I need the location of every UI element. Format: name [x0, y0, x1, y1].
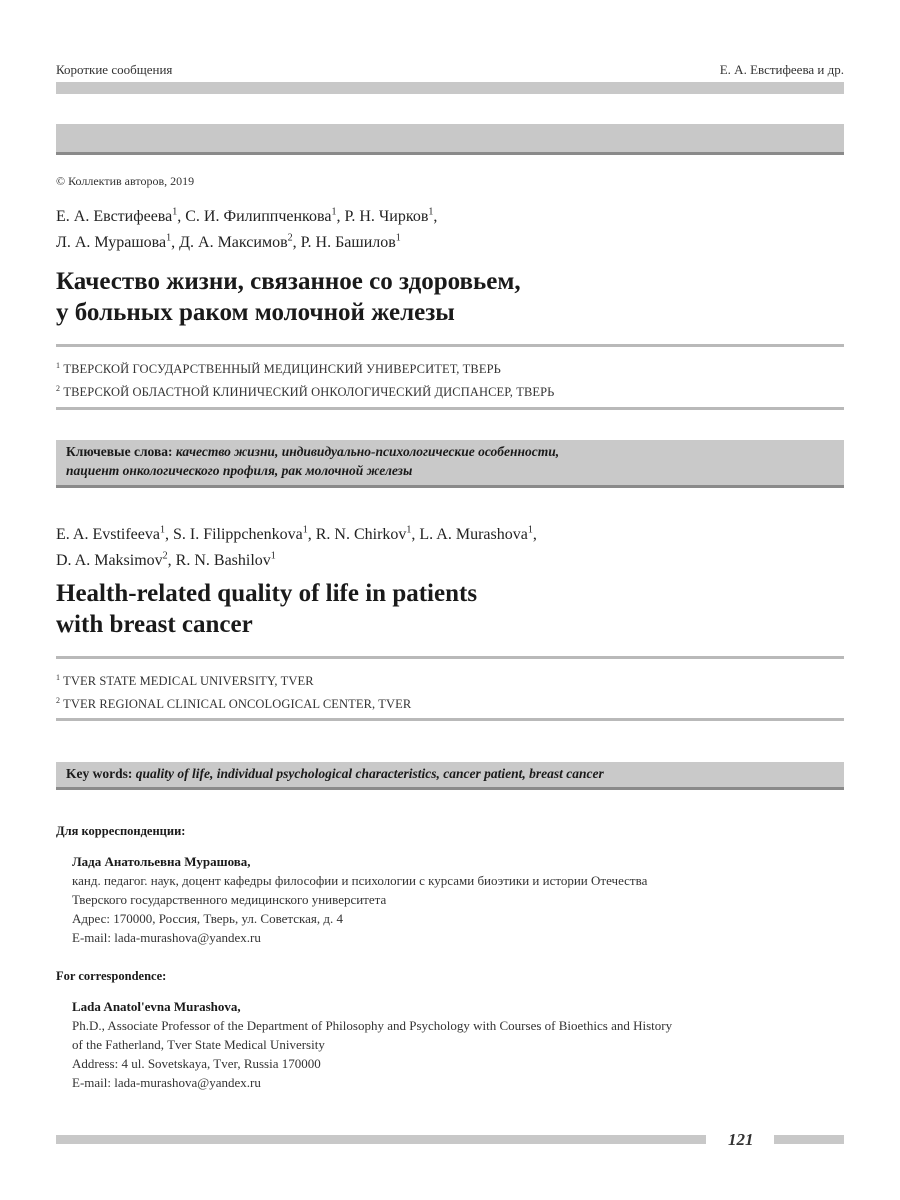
affiliation: $^2$ ТВЕРСКОЙ ОБЛАСТНОЙ КЛИНИЧЕСКИЙ ОНКОЛОГИЧЕСКИЙ ДИСПАНСЕР, ТВЕРЬ [56, 384, 555, 400]
running-section-title: Короткие сообщения [56, 62, 173, 77]
divider [56, 656, 844, 659]
running-authors: Е. А. Евстифеева и др. [719, 62, 844, 77]
keywords-en [56, 762, 844, 790]
correspondence-heading-en: For correspondence: [56, 969, 167, 983]
copyright: © Коллектив авторов, 2019 [56, 174, 195, 188]
correspondence-body-en [72, 997, 844, 1092]
header-bar [56, 82, 844, 94]
authors-ru-line-1 [56, 202, 437, 227]
author: E. A. Evstifeeva$^1$, [56, 525, 169, 544]
author: D. A. Maksimov$^2$, [56, 550, 172, 569]
author: R. N. Chirkov$^1$, [315, 525, 416, 544]
section-banner [56, 124, 844, 155]
email: E-mail: lada-murashova@yandex.ru [72, 1075, 261, 1090]
keywords-label: Ключевые слова: [66, 444, 173, 459]
affiliations-en [56, 668, 411, 714]
authors-ru [56, 202, 437, 253]
affiliation: $^2$ TVER REGIONAL CLINICAL ONCOLOGICAL CENTER, TVER [56, 696, 412, 712]
footer-bar-left [56, 1135, 706, 1144]
correspondent-name: Лада Анатольевна Мурашова, [72, 854, 251, 869]
keywords-text: quality of life, individual psychological characteristics, cancer patient, breast cancer [135, 766, 604, 781]
author: Е. А. Евстифеева$^1$, [56, 207, 182, 226]
affiliation: $^1$ TVER STATE MEDICAL UNIVERSITY, TVER [56, 673, 314, 689]
article-title-ru [56, 266, 521, 328]
title-line: with breast cancer [56, 611, 253, 638]
affiliations-ru [56, 356, 554, 402]
correspondent-name: Lada Anatol'evna Murashova, [72, 999, 241, 1014]
correspondence-heading-ru: Для корреспонденции: [56, 824, 186, 838]
author: L. A. Murashova$^1$, [419, 525, 537, 544]
divider [56, 407, 844, 410]
divider [56, 718, 844, 721]
keywords-text: пациент онкологического профиля, рак молочной железы [66, 463, 413, 478]
correspondence-line: Address: 4 ul. Sovetskaya, Tver, Russia 170000 [72, 1056, 321, 1071]
authors-en-line-1 [56, 520, 537, 545]
keywords-ru [56, 440, 844, 488]
title-line: Health-related quality of life in patients [56, 580, 478, 607]
title-line: Качество жизни, связанное со здоровьем, [56, 268, 521, 295]
author: С. И. Филиппченкова$^1$, [185, 207, 341, 226]
title-line: у больных раком молочной железы [56, 299, 455, 326]
keywords-text: качество жизни, индивидуально-психологические особенности, [175, 444, 560, 459]
author: Р. Н. Чирков$^1$, [344, 207, 438, 226]
correspondence-line: Ph.D., Associate Professor of the Department of Philosophy and Psychology with Courses of Bioethics and History [72, 1018, 673, 1033]
author: R. N. Bashilov$^1$ [175, 550, 276, 569]
correspondence-body-ru [72, 852, 844, 947]
email: E-mail: lada-murashova@yandex.ru [72, 930, 261, 945]
author: S. I. Filippchenkova$^1$, [172, 525, 312, 544]
page-number: 121 [728, 1130, 754, 1149]
correspondence-line: канд. педагог. наук, доцент кафедры философии и психологии с курсами биоэтики и истории Отечества [72, 873, 648, 888]
author: Д. А. Максимов$^2$, [179, 232, 297, 251]
correspondence-line: Тверского государственного медицинского университета [72, 892, 387, 907]
divider [56, 344, 844, 347]
authors-en [56, 520, 537, 571]
correspondence-line: Адрес: 170000, Россия, Тверь, ул. Советская, д. 4 [72, 911, 344, 926]
affiliation: $^1$ ТВЕРСКОЙ ГОСУДАРСТВЕННЫЙ МЕДИЦИНСКИЙ УНИВЕРСИТЕТ, ТВЕРЬ [56, 361, 501, 377]
author: Р. Н. Башилов$^1$ [300, 232, 401, 251]
author: Л. А. Мурашова$^1$, [56, 232, 176, 251]
authors-en-line-2 [56, 545, 537, 570]
footer-bar-right [774, 1135, 844, 1144]
keywords-label: Key words: [66, 766, 133, 781]
article-title-en [56, 578, 477, 640]
correspondence-line: of the Fatherland, Tver State Medical University [72, 1037, 325, 1052]
authors-ru-line-2 [56, 227, 437, 252]
